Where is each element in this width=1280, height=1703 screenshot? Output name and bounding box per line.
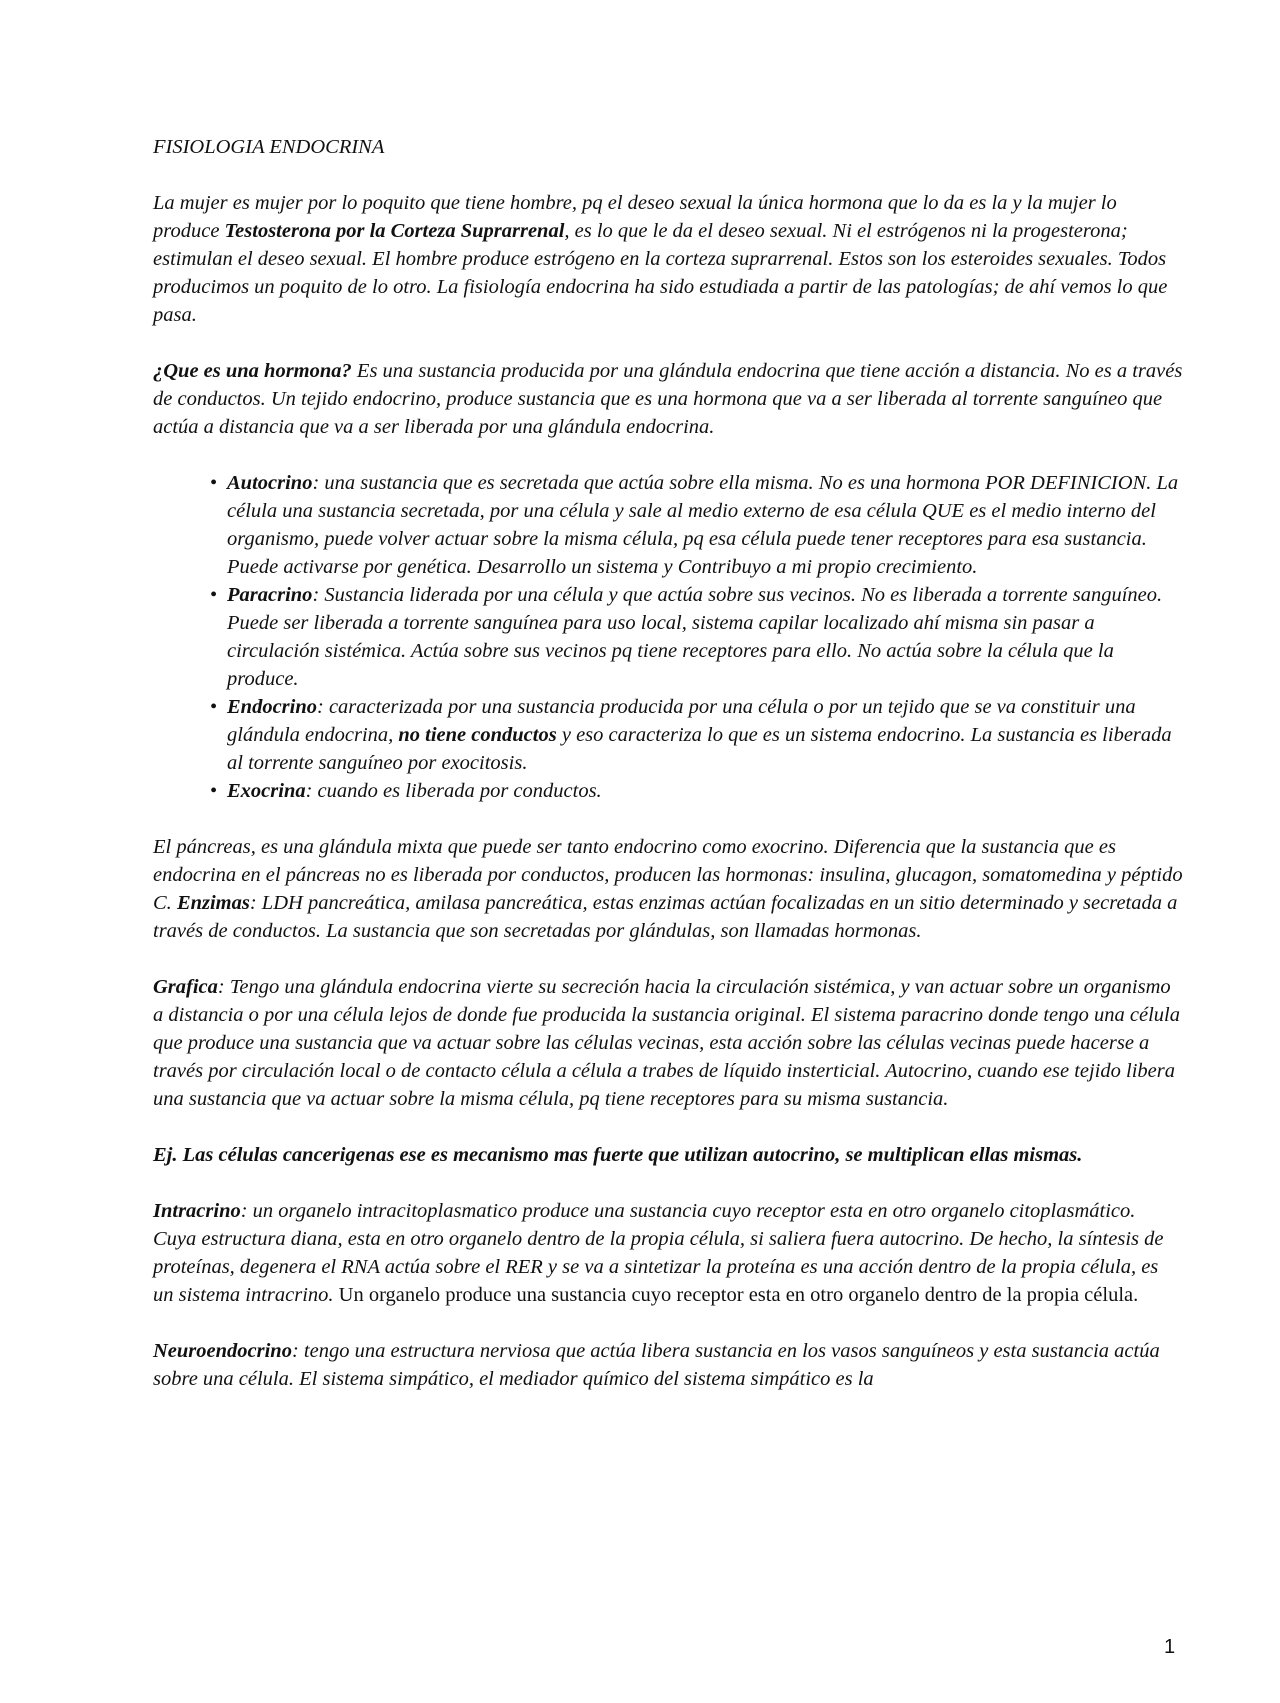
bold-text: Enzimas <box>176 892 250 914</box>
text: : tengo una estructura nerviosa que actúa libera sustancia en los vasos sanguíneos y esta sustancia actúa sobre una célula. El sistema simpático, el mediador químico del sistema simpático es la <box>153 1340 1160 1390</box>
paragraph-example <box>153 1141 1183 1169</box>
page-number: 1 <box>1164 1636 1176 1658</box>
text: y eso caracteriza lo que es un sistema endocrino. La sustancia es liberada al torrente sanguíneo por exocitosis. <box>227 724 1172 774</box>
bold-text: Ej. Las células cancerigenas ese es mecanismo mas fuerte que utilizan autocrino, se multiplican ellas mismas. <box>153 1144 1083 1166</box>
bullet-icon: • <box>210 696 218 718</box>
text: : LDH pancreática, amilasa pancreática, estas enzimas actúan focalizadas en un sitio determinado y secretada a través de conductos. La sustancia que son secretadas por glándulas, son llamadas hormonas. <box>153 892 1178 942</box>
text: : caracterizada por una sustancia producida por una célula o por un tejido que se va constituir una glándula endocrina, <box>227 696 1136 746</box>
text: La mujer es mujer por lo poquito que tiene hombre, pq el deseo sexual la única hormona que lo da es la y la mujer lo produce <box>153 192 1117 242</box>
paragraph-intracrino <box>153 1197 1183 1309</box>
document-title: FISIOLOGIA ENDOCRINA <box>153 136 385 158</box>
paragraph-intro <box>153 189 1183 329</box>
bullet-icon: • <box>210 780 218 802</box>
list-item-autocrino <box>210 469 1183 581</box>
text: , es lo que le da el deseo sexual. Ni el estrógenos ni la progesterona; estimulan el deseo sexual. El hombre produce estrógeno en la corteza suprarrenal. Estos son los esteroides sexuales. Todos producimos un poquito de lo otro. La fisiología endocrina ha sido estudiada a partir de las patologías; de ahí vemos lo que pasa. <box>153 220 1168 326</box>
bold-text: ¿Que es una hormona? <box>153 360 352 382</box>
bold-text: Exocrina <box>227 780 306 802</box>
bullet-list <box>153 469 1183 805</box>
bold-text: Autocrino <box>227 472 313 494</box>
text: Es una sustancia producida por una glándula endocrina que tiene acción a distancia. No es a través de conductos. Un tejido endocrino, produce sustancia que es una hormona que va a ser liberada al torrente sanguíneo que actúa a distancia que va a ser liberada por una glándula endocrina. <box>153 360 1183 438</box>
bullet-icon: • <box>210 584 218 606</box>
list-item-paracrino <box>210 581 1183 693</box>
text: : un organelo intracitoplasmatico produce una sustancia cuyo receptor esta en otro organelo citoplasmático. Cuya estructura diana, esta en otro organelo dentro de la propia célula, si saliera fuera autocrino. De hecho, la síntesis de proteínas, degenera el RNA actúa sobre el RER y se va a sintetizar la proteína es una acción dentro de la propia célula, es un sistema intracrino. <box>153 1200 1164 1306</box>
paragraph-neuroendocrino <box>153 1337 1183 1393</box>
text: : una sustancia que es secretada que actúa sobre ella misma. No es una hormona POR DEFINICION. La célula una sustancia secretada, por una célula y sale al medio externo de esa célula QUE es el medio interno del organismo, puede volver actuar sobre la misma célula, pq esa célula puede tener receptores para esa sustancia. Puede activarse por genética. Desarrollo un sistema y Contribuyo a mi propio crecimiento. <box>227 472 1179 578</box>
list-item-endocrino <box>210 693 1183 777</box>
paragraph-pancreas <box>153 833 1183 945</box>
bold-text: Grafica <box>153 976 218 998</box>
bold-text: Endocrino <box>227 696 317 718</box>
list-item-exocrina <box>210 777 1183 805</box>
document-page <box>153 133 1183 1421</box>
text: Un organelo produce una sustancia cuyo receptor esta en otro organelo dentro de la propia célula. <box>333 1284 1139 1306</box>
bold-text: Paracrino <box>227 584 313 606</box>
paragraph-grafica <box>153 973 1183 1113</box>
text: El páncreas, es una glándula mixta que puede ser tanto endocrino como exocrino. Diferencia que la sustancia que es endocrina en el páncreas no es liberada por conductos, producen las hormonas: insulina, glucagon, somatomedina y péptido C. <box>153 836 1183 914</box>
bold-text: Neuroendocrino <box>153 1340 292 1362</box>
bullet-icon: • <box>210 472 218 494</box>
text: : cuando es liberada por conductos. <box>305 780 602 802</box>
text: : Tengo una glándula endocrina vierte su secreción hacia la circulación sistémica, y van actuar sobre un organismo a distancia o por una célula lejos de donde fue producida la sustancia original. El sistema paracrino donde tengo una célula que produce una sustancia que va actuar sobre las células vecinas, esta acción sobre las células vecinas puede hacerse a través por circulación local o de contacto célula a célula a trabes de líquido insterticial. Autocrino, cuando ese tejido libera una sustancia que va actuar sobre la misma célula, pq tiene receptores para su misma sustancia. <box>153 976 1180 1110</box>
text: : Sustancia liderada por una célula y que actúa sobre sus vecinos. No es liberada a torrente sanguíneo. Puede ser liberada a torrente sanguínea para uso local, sistema capilar localizado ahí misma sin pasar a circulación sistémica. Actúa sobre sus vecinos pq tiene receptores para ello. No actúa sobre la célula que la produce. <box>227 584 1163 690</box>
paragraph-hormona <box>153 357 1183 441</box>
bold-text: no tiene conductos <box>398 724 557 746</box>
bold-text: Intracrino <box>153 1200 241 1222</box>
bold-text: Testosterona por la Corteza Suprarrenal <box>224 220 565 242</box>
